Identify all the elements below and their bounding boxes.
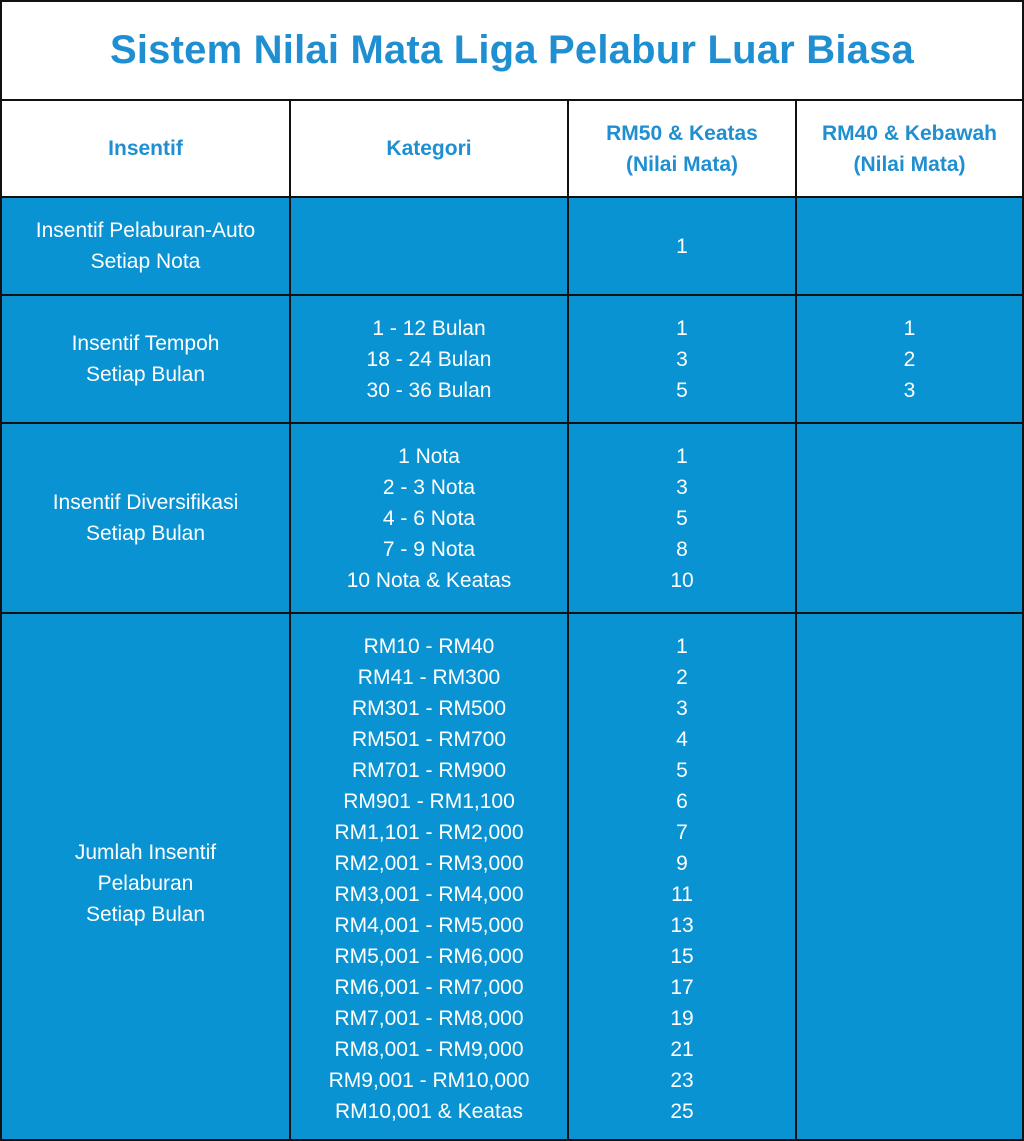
cell-line: 1 xyxy=(903,316,916,340)
kategori-cell xyxy=(290,295,568,423)
cell-line: 1 Nota xyxy=(398,444,460,468)
cell-line: RM9,001 - RM10,000 xyxy=(328,1069,530,1092)
cell-line: 18 - 24 Bulan xyxy=(366,347,492,371)
cell-line: Setiap Nota xyxy=(90,250,201,273)
cell-line: 1 - 12 Bulan xyxy=(372,316,486,340)
header-row xyxy=(2,101,1022,197)
cell-line: 4 xyxy=(676,728,688,751)
cell-line: 6 xyxy=(676,790,688,813)
cell-line: 1 xyxy=(676,635,688,658)
cell-line: RM10 - RM40 xyxy=(363,635,495,658)
cell-line: RM501 - RM700 xyxy=(351,728,507,751)
cell-line: 3 xyxy=(676,347,688,371)
cell-line: 8 xyxy=(676,537,688,561)
cell-line: Jumlah Insentif xyxy=(74,840,217,864)
cell-line: RM10,001 & Keatas xyxy=(335,1100,523,1123)
cell-line: 1 xyxy=(676,234,688,258)
cell-line: RM50 & Keatas xyxy=(606,121,758,145)
cell-line: RM8,001 - RM9,000 xyxy=(334,1038,524,1061)
cell-line: 3 xyxy=(676,697,688,720)
row-label xyxy=(2,423,290,613)
cell-line: RM5,001 - RM6,000 xyxy=(334,945,524,968)
kategori-cell xyxy=(290,197,568,295)
cell-line: 25 xyxy=(670,1100,694,1123)
rm40-points-cell xyxy=(796,197,1022,295)
header-rm50 xyxy=(568,101,796,197)
cell-line: 4 - 6 Nota xyxy=(382,506,476,530)
cell-line: 19 xyxy=(670,1007,694,1030)
cell-line: Insentif Pelaburan-Auto xyxy=(35,219,256,242)
cell-line: RM2,001 - RM3,000 xyxy=(334,852,524,875)
cell-line: RM301 - RM500 xyxy=(351,697,507,720)
header-insentif: Insentif xyxy=(2,101,290,197)
cell-line: RM40 & Kebawah xyxy=(821,121,998,145)
cell-line: RM6,001 - RM7,000 xyxy=(334,976,524,999)
kategori-cell xyxy=(290,613,568,1141)
page-title: Sistem Nilai Mata Liga Pelabur Luar Biasa xyxy=(109,28,915,72)
row-label xyxy=(2,613,290,1141)
table-row-tempoh xyxy=(2,295,1022,423)
cell-line: RM7,001 - RM8,000 xyxy=(334,1007,524,1030)
cell-line: 30 - 36 Bulan xyxy=(366,378,492,402)
cell-line: 1 xyxy=(676,444,688,468)
cell-line: (Nilai Mata) xyxy=(853,152,966,176)
rm50-points-cell xyxy=(568,295,796,423)
row-label xyxy=(2,295,290,423)
cell-line: 11 xyxy=(671,883,693,906)
table-row-jumlah xyxy=(2,613,1022,1141)
cell-line: 2 xyxy=(903,347,916,371)
points-table xyxy=(2,101,1022,1141)
cell-line: Setiap Bulan xyxy=(85,902,206,926)
kategori-cell xyxy=(290,423,568,613)
cell-line: 10 xyxy=(670,568,694,592)
cell-line: 15 xyxy=(670,945,694,968)
table-row-auto xyxy=(2,197,1022,295)
cell-line: 23 xyxy=(670,1069,694,1092)
cell-line: 21 xyxy=(670,1038,694,1061)
rm40-points-cell xyxy=(796,613,1022,1141)
cell-line: 13 xyxy=(670,914,694,937)
cell-line: RM3,001 - RM4,000 xyxy=(334,883,524,906)
cell-line: 3 xyxy=(676,475,688,499)
cell-line: 1 xyxy=(676,316,688,340)
cell-line: Insentif Tempoh xyxy=(71,332,220,355)
cell-line: 17 xyxy=(670,976,694,999)
table-row-diversifikasi xyxy=(2,423,1022,613)
cell-line: Setiap Bulan xyxy=(85,522,206,545)
cell-line: 2 xyxy=(676,666,688,689)
cell-line: (Nilai Mata) xyxy=(625,152,738,176)
cell-line: 2 - 3 Nota xyxy=(382,475,476,499)
cell-line: RM4,001 - RM5,000 xyxy=(334,914,524,937)
rm40-points-cell xyxy=(796,295,1022,423)
cell-line: RM41 - RM300 xyxy=(357,666,501,689)
header-rm40 xyxy=(796,101,1022,197)
row-label xyxy=(2,197,290,295)
cell-line: 5 xyxy=(676,759,688,782)
header-kategori: Kategori xyxy=(290,101,568,197)
rm50-points-cell xyxy=(568,423,796,613)
cell-line: 5 xyxy=(676,378,688,402)
cell-line: 7 xyxy=(676,821,688,844)
cell-line: RM1,101 - RM2,000 xyxy=(334,821,524,844)
rm50-points-cell xyxy=(568,197,796,295)
cell-line: 5 xyxy=(676,506,688,530)
cell-line: 10 Nota & Keatas xyxy=(346,568,512,592)
cell-line: RM701 - RM900 xyxy=(351,759,507,782)
rm50-points-cell xyxy=(568,613,796,1141)
title-bar xyxy=(2,2,1022,101)
cell-line: 9 xyxy=(676,852,688,875)
rm40-points-cell xyxy=(796,423,1022,613)
cell-line: 3 xyxy=(903,378,916,402)
cell-line: 7 - 9 Nota xyxy=(382,537,476,561)
cell-line: RM901 - RM1,100 xyxy=(343,790,515,813)
cell-line: Pelaburan xyxy=(97,871,194,895)
cell-line: Insentif Diversifikasi xyxy=(52,491,239,514)
cell-line: Setiap Bulan xyxy=(85,363,206,386)
